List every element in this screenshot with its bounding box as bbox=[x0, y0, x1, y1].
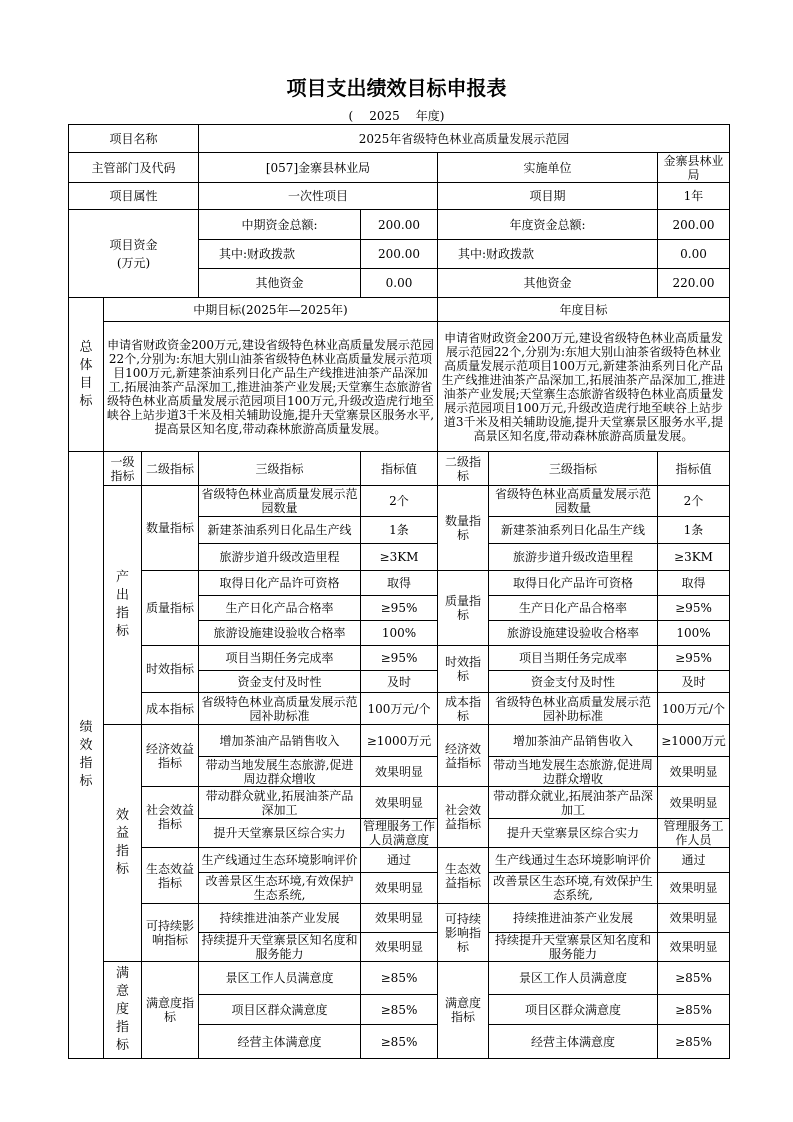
indicator-name: 持续推进油茶产业发展 bbox=[199, 904, 361, 933]
indicator-name: 带动当地发展生态旅游,促进周边群众增收 bbox=[199, 757, 361, 787]
project-name-value: 2025年省级特色林业高质量发展示范园 bbox=[199, 125, 730, 153]
year-indicator-name: 持续提升天堂寨景区知名度和服务能力 bbox=[489, 933, 658, 962]
year-indicator-name: 省级特色林业高质量发展示范园补助标准 bbox=[489, 693, 658, 725]
year-indicator-value: ≥85% bbox=[658, 962, 730, 995]
indicator-row bbox=[69, 646, 730, 671]
year-indicator-name: 增加茶油产品销售收入 bbox=[489, 725, 658, 757]
year-indicator-name: 项目当期任务完成率 bbox=[489, 646, 658, 671]
mid-total-value: 200.00 bbox=[361, 210, 438, 240]
form-title: 项目支出绩效目标申报表 bbox=[286, 76, 507, 100]
indicator-name: 项目区群众满意度 bbox=[199, 995, 361, 1025]
year-indicator-value: 取得 bbox=[658, 571, 730, 596]
year-level2-cell: 满意度指标 bbox=[438, 962, 489, 1059]
year-indicator-value: ≥85% bbox=[658, 1025, 730, 1059]
year-goal-text: 申请省财政资金200万元,建设省级特色林业高质量发展示范园22个,分别为:东旭大别山油茶省级特色林业高质量发展示范项目100万元,新建茶油系列日化产品生产线推进油茶产品深加工,拓展油茶产品深加工,推进油茶产业发展;天堂寨生态旅游省级特色林业高质量发展示范园项目100万元,升级改造虎行地至峡谷上站步道3千米及相关辅助设施,提升天堂寨景区服务水平,提高景区知名度,带动森林旅游高质量发展。 bbox=[438, 322, 730, 452]
level2-cell: 时效指标 bbox=[142, 646, 199, 693]
level2-cell: 可持续影响指标 bbox=[142, 904, 199, 962]
level1-cell-text: 产出指标 bbox=[115, 570, 129, 639]
overall-goal-label bbox=[69, 298, 104, 452]
year-indicator-value: 效果明显 bbox=[658, 933, 730, 962]
year-indicator-name: 旅游设施建设验收合格率 bbox=[489, 621, 658, 646]
year-indicator-value: 2个 bbox=[658, 486, 730, 517]
indicator-row bbox=[69, 962, 730, 995]
level2-cell: 社会效益指标 bbox=[142, 787, 199, 848]
year-indicator-name: 项目区群众满意度 bbox=[489, 995, 658, 1025]
indicator-value: 及时 bbox=[361, 671, 438, 693]
year-goal-header: 年度目标 bbox=[438, 298, 730, 322]
level2-cell: 成本指标 bbox=[142, 693, 199, 725]
indicator-name: 资金支付及时性 bbox=[199, 671, 361, 693]
level1-cell bbox=[104, 725, 142, 962]
mid-fiscal-label: 其中:财政拨款 bbox=[199, 240, 361, 269]
indicator-value: 100% bbox=[361, 621, 438, 646]
attribute-value: 一次性项目 bbox=[199, 183, 438, 210]
mid-other-value: 0.00 bbox=[361, 269, 438, 298]
year-other-value: 220.00 bbox=[658, 269, 730, 298]
level2-cell: 数量指标 bbox=[142, 486, 199, 571]
year-indicator-value: 100万元/个 bbox=[658, 693, 730, 725]
year-indicator-name: 经营主体满意度 bbox=[489, 1025, 658, 1059]
performance-target-table bbox=[68, 124, 730, 1059]
indicator-value: 1条 bbox=[361, 517, 438, 544]
year-indicator-value: ≥85% bbox=[658, 995, 730, 1025]
indicator-value: ≥95% bbox=[361, 646, 438, 671]
level1-cell bbox=[104, 486, 142, 725]
funds-label: 项目资金 (万元) bbox=[69, 210, 199, 298]
year-fiscal-label: 其中:财政拨款 bbox=[438, 240, 658, 269]
year-indicator-value: 效果明显 bbox=[658, 904, 730, 933]
indicator-name: 经营主体满意度 bbox=[199, 1025, 361, 1059]
year-level2-cell: 生态效益指标 bbox=[438, 848, 489, 904]
year-value: 2025 bbox=[369, 109, 400, 123]
implementer-label: 实施单位 bbox=[438, 153, 658, 183]
level2-cell: 质量指标 bbox=[142, 571, 199, 646]
year-indicator-value: ≥3KM bbox=[658, 544, 730, 571]
year-indicator-value: 1条 bbox=[658, 517, 730, 544]
indicator-name: 旅游设施建设验收合格率 bbox=[199, 621, 361, 646]
attribute-label: 项目属性 bbox=[69, 183, 199, 210]
indicator-value: 通过 bbox=[361, 848, 438, 873]
year-indicator-name: 取得日化产品许可资格 bbox=[489, 571, 658, 596]
year-level2-cell: 数量指标 bbox=[438, 486, 489, 571]
mid-other-label: 其他资金 bbox=[199, 269, 361, 298]
year-level2-cell: 社会效益指标 bbox=[438, 787, 489, 848]
year-indicator-value: 及时 bbox=[658, 671, 730, 693]
indicator-row bbox=[69, 486, 730, 517]
year-indicator-value: 管理服务工作人员 bbox=[658, 819, 730, 848]
year-indicator-name: 省级特色林业高质量发展示范园数量 bbox=[489, 486, 658, 517]
year-indicator-value: 效果明显 bbox=[658, 787, 730, 819]
year-level2-cell: 经济效益指标 bbox=[438, 725, 489, 787]
year-level3-header: 三级指标 bbox=[489, 452, 658, 486]
level2-header: 二级指标 bbox=[142, 452, 199, 486]
year-indicator-name: 持续推进油茶产业发展 bbox=[489, 904, 658, 933]
year-indicator-name: 资金支付及时性 bbox=[489, 671, 658, 693]
indicator-name: 项目当期任务完成率 bbox=[199, 646, 361, 671]
year-indicator-value: 100% bbox=[658, 621, 730, 646]
year-indicator-name: 改善景区生态环境,有效保护生态系统, bbox=[489, 873, 658, 904]
indicator-value: ≥85% bbox=[361, 995, 438, 1025]
department-value: [057]金寨县林业局 bbox=[199, 153, 438, 183]
period-label: 项目期 bbox=[438, 183, 658, 210]
indicator-name: 省级特色林业高质量发展示范园补助标准 bbox=[199, 693, 361, 725]
mid-total-label: 中期资金总额: bbox=[199, 210, 361, 240]
year-indicator-value: 效果明显 bbox=[658, 757, 730, 787]
year-indicator-name: 带动群众就业,拓展油茶产品深加工 bbox=[489, 787, 658, 819]
year-indicator-value: 通过 bbox=[658, 848, 730, 873]
indicator-row bbox=[69, 904, 730, 933]
year-indicator-name: 提升天堂寨景区综合实力 bbox=[489, 819, 658, 848]
year-level2-cell: 成本指标 bbox=[438, 693, 489, 725]
indicator-name: 新建茶油系列日化品生产线 bbox=[199, 517, 361, 544]
year-indicator-name: 带动当地发展生态旅游,促进周边群众增收 bbox=[489, 757, 658, 787]
indicator-value: 效果明显 bbox=[361, 873, 438, 904]
indicator-name: 景区工作人员满意度 bbox=[199, 962, 361, 995]
level1-cell-text: 效益指标 bbox=[115, 808, 129, 877]
indicator-name: 生产日化产品合格率 bbox=[199, 596, 361, 621]
level2-cell: 生态效益指标 bbox=[142, 848, 199, 904]
indicator-name: 生产线通过生态环境影响评价 bbox=[199, 848, 361, 873]
indicator-name: 改善景区生态环境,有效保护生态系统, bbox=[199, 873, 361, 904]
indicator-row bbox=[69, 725, 730, 757]
level1-header: 一级指标 bbox=[104, 452, 142, 486]
indicator-value: 效果明显 bbox=[361, 787, 438, 819]
year-total-value: 200.00 bbox=[658, 210, 730, 240]
indicator-value: 管理服务工作人员满意度 bbox=[361, 819, 438, 848]
indicator-value: 效果明显 bbox=[361, 757, 438, 787]
year-indicator-value: ≥1000万元 bbox=[658, 725, 730, 757]
indicator-value: ≥3KM bbox=[361, 544, 438, 571]
mid-goal-text: 申请省财政资金200万元,建设省级特色林业高质量发展示范园22个,分别为:东旭大别山油茶省级特色林业高质量发展示范项目100万元,新建茶油系列日化产品生产线推进油茶产品深加工,拓展油茶产品深加工,推进油茶产业发展;天堂寨生态旅游省级特色林业高质量发展示范园项目100万元,升级改造虎行地至峡谷上站步道3千米及相关辅助设施,提升天堂寨景区服务水平,提高景区知名度,带动森林旅游高质量发展。 bbox=[104, 322, 438, 452]
year-level2-cell: 质量指标 bbox=[438, 571, 489, 646]
year-prefix: ( bbox=[348, 109, 354, 123]
year-value-header: 指标值 bbox=[658, 452, 730, 486]
indicator-row bbox=[69, 848, 730, 873]
form-year bbox=[0, 107, 793, 124]
year-indicator-name: 生产日化产品合格率 bbox=[489, 596, 658, 621]
indicator-value: ≥85% bbox=[361, 962, 438, 995]
year-indicator-name: 新建茶油系列日化品生产线 bbox=[489, 517, 658, 544]
perf-indicator-label-text: 绩效指标 bbox=[79, 720, 93, 789]
indicator-name: 增加茶油产品销售收入 bbox=[199, 725, 361, 757]
year-level2-cell: 可持续影响指标 bbox=[438, 904, 489, 962]
period-value: 1年 bbox=[658, 183, 730, 210]
indicator-value: 效果明显 bbox=[361, 904, 438, 933]
indicator-value: ≥95% bbox=[361, 596, 438, 621]
indicator-name: 取得日化产品许可资格 bbox=[199, 571, 361, 596]
implementer-value: 金寨县林业局 bbox=[658, 153, 730, 183]
indicator-name: 带动群众就业,拓展油茶产品深加工 bbox=[199, 787, 361, 819]
year-indicator-value: ≥95% bbox=[658, 646, 730, 671]
year-fiscal-value: 0.00 bbox=[658, 240, 730, 269]
indicator-value: ≥1000万元 bbox=[361, 725, 438, 757]
department-label: 主管部门及代码 bbox=[69, 153, 199, 183]
indicator-value: ≥85% bbox=[361, 1025, 438, 1059]
indicator-name: 省级特色林业高质量发展示范园数量 bbox=[199, 486, 361, 517]
level1-cell bbox=[104, 962, 142, 1059]
mid-fiscal-value: 200.00 bbox=[361, 240, 438, 269]
year-suffix: 年度) bbox=[415, 109, 445, 123]
indicator-name: 提升天堂寨景区综合实力 bbox=[199, 819, 361, 848]
year-indicator-name: 生产线通过生态环境影响评价 bbox=[489, 848, 658, 873]
year-other-label: 其他资金 bbox=[438, 269, 658, 298]
year-indicator-value: ≥95% bbox=[658, 596, 730, 621]
indicator-name: 持续提升天堂寨景区知名度和服务能力 bbox=[199, 933, 361, 962]
indicator-row bbox=[69, 693, 730, 725]
year-level2-cell: 时效指标 bbox=[438, 646, 489, 693]
level2-cell: 经济效益指标 bbox=[142, 725, 199, 787]
indicator-name: 旅游步道升级改造里程 bbox=[199, 544, 361, 571]
level3-header: 三级指标 bbox=[199, 452, 361, 486]
level1-cell-text: 满意度指标 bbox=[115, 966, 129, 1053]
indicator-value: 效果明显 bbox=[361, 933, 438, 962]
mid-goal-header: 中期目标(2025年—2025年) bbox=[104, 298, 438, 322]
year-indicator-name: 旅游步道升级改造里程 bbox=[489, 544, 658, 571]
project-name-label: 项目名称 bbox=[69, 125, 199, 153]
year-indicator-value: 效果明显 bbox=[658, 873, 730, 904]
year-total-label: 年度资金总额: bbox=[438, 210, 658, 240]
value-header: 指标值 bbox=[361, 452, 438, 486]
indicator-row bbox=[69, 571, 730, 596]
year-level2-header: 二级指标 bbox=[438, 452, 489, 486]
indicator-value: 2个 bbox=[361, 486, 438, 517]
level2-cell: 满意度指标 bbox=[142, 962, 199, 1059]
overall-goal-text: 总体目标 bbox=[79, 339, 93, 409]
perf-indicator-label bbox=[69, 452, 104, 1059]
indicator-value: 100万元/个 bbox=[361, 693, 438, 725]
year-indicator-name: 景区工作人员满意度 bbox=[489, 962, 658, 995]
indicator-value: 取得 bbox=[361, 571, 438, 596]
indicator-row bbox=[69, 787, 730, 819]
